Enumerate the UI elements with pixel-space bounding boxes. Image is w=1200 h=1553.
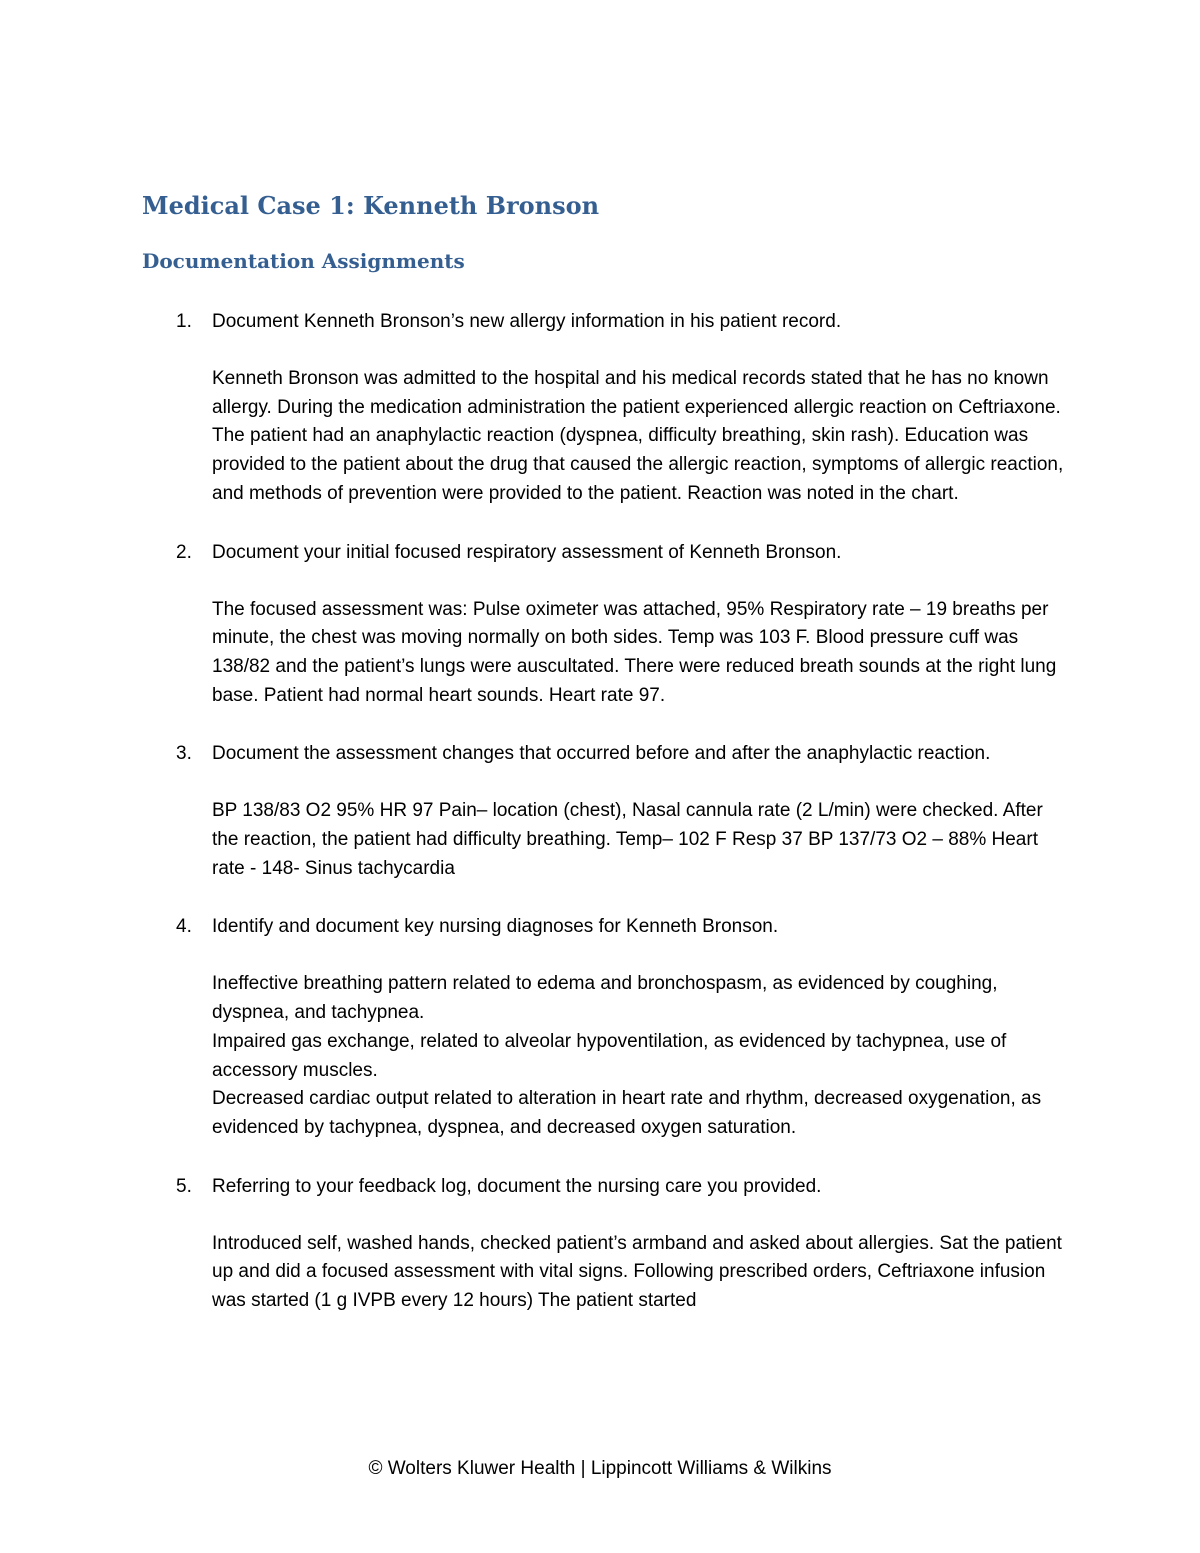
item-number: 3. bbox=[176, 743, 192, 765]
page-footer: © Wolters Kluwer Health | Lippincott Williams & Wilkins bbox=[368, 1458, 832, 1479]
answer-paragraph: Decreased cardiac output related to alteration in heart rate and rhythm, decreased oxygenation, as evidenced by tachypnea, dyspnea, and decreased oxygen saturation. bbox=[212, 1088, 1042, 1138]
item-number: 5. bbox=[176, 1175, 192, 1197]
list-item bbox=[0, 912, 1200, 1142]
item-answer bbox=[212, 970, 1072, 1142]
answer-paragraph: Introduced self, washed hands, checked patient’s armband and asked about allergies. Sat the patient up and did a focused assessment with vital signs. Following prescribed orders, Ceftriaxone infusion was started (1 g IVPB every 12 hours) The patient started bbox=[212, 1232, 1062, 1312]
item-answer bbox=[212, 1230, 1072, 1316]
answer-paragraph: Ineffective breathing pattern related to edema and bronchospasm, as evidenced by coughing, dyspnea, and tachypnea. bbox=[212, 973, 998, 1024]
answer-paragraph: BP 138/83 O2 95% HR 97 Pain– location (chest), Nasal cannula rate (2 L/min) were checked. After the reaction, the patient had difficulty breathing. Temp– 102 F Resp 37 BP 137/73 O2 – 88% Heart rate - 148- Sinus tachycardia bbox=[212, 800, 1043, 879]
list-item bbox=[0, 307, 1200, 509]
item-answer bbox=[212, 797, 1072, 883]
item-number: 4. bbox=[176, 916, 192, 938]
answer-paragraph: Impaired gas exchange, related to alveolar hypoventilation, as evidenced by tachypnea, use of accessory muscles. bbox=[212, 1030, 1007, 1081]
list-item bbox=[0, 538, 1200, 711]
item-question: Identify and document key nursing diagnoses for Kenneth Bronson. bbox=[212, 916, 779, 938]
page-title: Medical Case 1: Kenneth Bronson bbox=[142, 191, 600, 220]
list-item bbox=[0, 1172, 1200, 1316]
item-number: 2. bbox=[176, 541, 192, 563]
item-answer bbox=[212, 365, 1072, 509]
item-question: Document Kenneth Bronson’s new allergy information in his patient record. bbox=[212, 311, 842, 332]
item-question: Document the assessment changes that occurred before and after the anaphylactic reaction. bbox=[212, 743, 991, 765]
item-question: Document your initial focused respiratory assessment of Kenneth Bronson. bbox=[212, 541, 842, 563]
item-answer bbox=[212, 596, 1072, 711]
item-question: Referring to your feedback log, document the nursing care you provided. bbox=[212, 1175, 822, 1197]
answer-paragraph: Kenneth Bronson was admitted to the hospital and his medical records stated that he has no known allergy. During the medication administration the patient experienced allergic reaction on Ceftriaxone. The patient had an anaphylactic reaction (dyspnea, difficulty breathing, skin rash). Education was provided to the patient about the drug that caused the allergic reaction, symptoms of allergic reaction, and methods of prevention were provided to the patient. Reaction was noted in the chart. bbox=[212, 368, 1064, 504]
section-heading: Documentation Assignments bbox=[142, 249, 465, 273]
item-number: 1. bbox=[176, 311, 192, 332]
answer-paragraph: The focused assessment was: Pulse oximeter was attached, 95% Respiratory rate – 19 breaths per minute, the chest was moving normally on both sides. Temp was 103 F. Blood pressure cuff was 138/82 and the patient’s lungs were auscultated. There were reduced breath sounds at the right lung base. Patient had normal heart sounds. Heart rate 97. bbox=[212, 598, 1057, 706]
list-item bbox=[0, 739, 1200, 883]
assignment-list bbox=[0, 307, 1200, 1345]
